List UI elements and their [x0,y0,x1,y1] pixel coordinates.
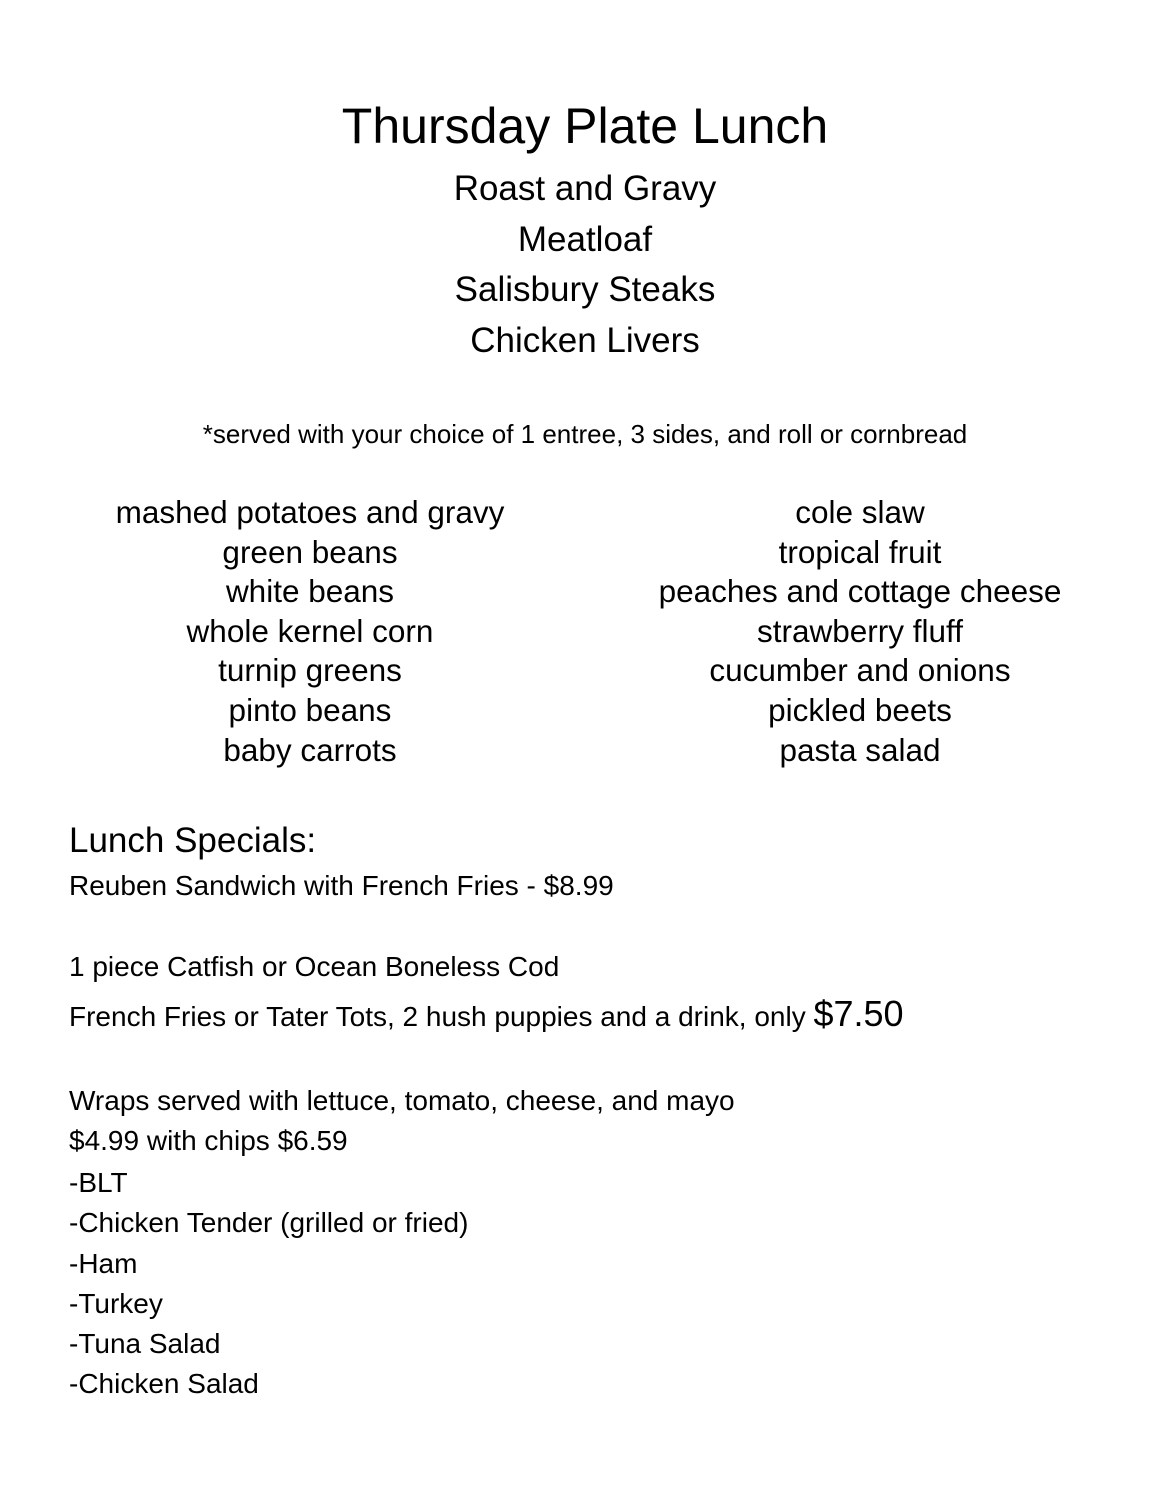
wrap-item: -Turkey [69,1287,163,1319]
side-item: white beans [225,573,395,610]
page-title: Thursday Plate Lunch [341,98,829,154]
side-item: mashed potatoes and gravy [115,494,505,530]
side-item: strawberry fluff [757,612,963,649]
fish-special-price: $7.50 [813,993,904,1034]
side-item: pinto beans [228,691,392,728]
side-item: whole kernel corn [186,612,434,649]
side-item: green beans [222,533,398,570]
wrap-item: -Chicken Salad [69,1368,259,1400]
wrap-item: -BLT [69,1167,128,1198]
sides-list-right [600,493,1120,770]
wraps-description: Wraps served with lettuce, tomato, cheese, and mayo [69,1085,735,1116]
side-item: tropical fruit [778,533,942,570]
entree-item: Chicken Livers [470,320,700,360]
fish-special-details: French Fries or Tater Tots, 2 hush puppies and a drink, only [69,1001,806,1032]
reuben-special: Reuben Sandwich with French Fries - $8.99 [69,870,614,901]
entree-item: Salisbury Steaks [454,270,716,309]
serving-note: *served with your choice of 1 entree, 3 sides, and roll or cornbread [202,419,968,449]
side-item: pasta salad [779,731,941,768]
wrap-item: -Ham [69,1247,138,1279]
side-item: pickled beets [768,691,952,728]
side-item: cole slaw [795,494,925,530]
specials-heading: Lunch Specials: [69,821,317,860]
side-item: peaches and cottage cheese [658,573,1062,610]
side-item: baby carrots [223,731,397,768]
entree-item: Meatloaf [517,219,653,259]
sides-list-left [40,493,580,770]
entree-list [0,164,1170,366]
fish-special-line-2 [69,993,904,1034]
side-item: turnip greens [218,652,402,689]
side-item: cucumber and onions [709,652,1011,689]
wraps-price: $4.99 with chips $6.59 [69,1125,348,1156]
fish-special-line-1: 1 piece Catfish or Ocean Boneless Cod [69,951,560,982]
wrap-item: -Chicken Tender (grilled or fried) [69,1207,469,1239]
wraps-list [69,1163,468,1405]
wrap-item: -Tuna Salad [69,1328,221,1360]
entree-item: Roast and Gravy [453,169,717,208]
